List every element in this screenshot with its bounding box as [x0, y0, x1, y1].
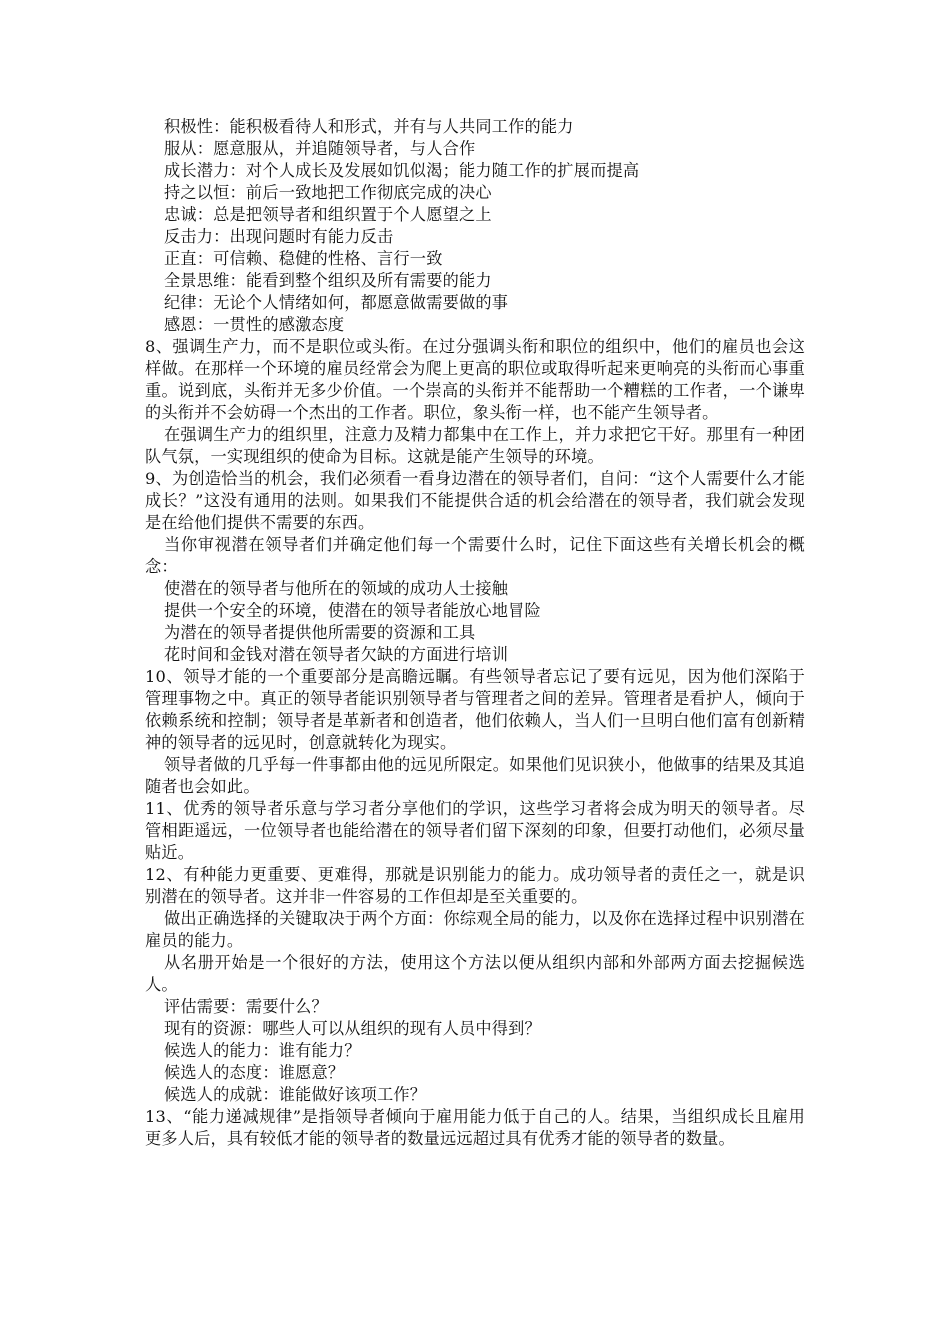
quality-item: 反击力：出现问题时有能力反击: [164, 227, 394, 246]
quality-item: 服从：愿意服从，并追随领导者，与人合作: [164, 139, 476, 158]
selection-item: 候选人的成就：谁能做好该项工作？: [164, 1085, 427, 1104]
quality-item: 积极性：能积极看待人和形式，并有与人共同工作的能力: [164, 117, 574, 136]
selection-item: 现有的资源：哪些人可以从组织的现有人员中得到？: [164, 1019, 541, 1038]
selection-item: 候选人的能力：谁有能力？: [164, 1041, 361, 1060]
section-9-paragraph: 9、为创造恰当的机会，我们必须看一看身边潜在的领导者们，自问：“这个人需要什么才能成长？”这没有通用的法则。如果我们不能提供合适的机会给潜在的领导者，我们就会发现是在给他们提供不需要的东西。: [145, 469, 805, 532]
section-9-paragraph-2: 当你审视潜在领导者们并确定他们每一个需要什么时，记住下面这些有关增长机会的概念：: [145, 535, 805, 576]
section-10-paragraph-2: 领导者做的几乎每一件事都由他的远见所限定。如果他们见识狭小，他做事的结果及其追随者也会如此。: [145, 755, 805, 796]
section-12-paragraph-3: 从名册开始是一个很好的方法，使用这个方法以便从组织内部和外部两方面去挖掘候选人。: [145, 953, 805, 994]
section-13-paragraph: 13、“能力递减规律”是指领导者倾向于雇用能力低于自己的人。结果，当组织成长且雇用更多人后，具有较低才能的领导者的数量远远超过具有优秀才能的领导者的数量。: [145, 1107, 805, 1148]
section-8-paragraph-2: 在强调生产力的组织里，注意力及精力都集中在工作上，并力求把它干好。那里有一种团队气氛，一实现组织的使命为目标。这就是能产生领导的环境。: [145, 425, 805, 466]
opportunity-item: 使潜在的领导者与他所在的领域的成功人士接触: [164, 579, 509, 598]
section-8-paragraph: 8、强调生产力，而不是职位或头衔。在过分强调头衔和职位的组织中，他们的雇员也会这样做。在那样一个环境的雇员经常会为爬上更高的职位或取得听起来更响亮的头衔而心事重重。说到底，头衔并无多少价值。一个崇高的头衔并不能帮助一个糟糕的工作者，一个谦卑的头衔并不会妨碍一个杰出的工作者。职位，象头衔一样，也不能产生领导者。: [145, 337, 805, 422]
quality-item: 纪律：无论个人情绪如何，都愿意做需要做的事: [164, 293, 509, 312]
document-body: [145, 116, 805, 1150]
section-12-paragraph: 12、有种能力更重要、更难得，那就是识别能力的能力。成功领导者的责任之一，就是识别潜在的领导者。这并非一件容易的工作但却是至关重要的。: [145, 865, 805, 906]
quality-item: 忠诚：总是把领导者和组织置于个人愿望之上: [164, 205, 492, 224]
section-10-paragraph: 10、领导才能的一个重要部分是高瞻远瞩。有些领导者忘记了要有远见，因为他们深陷于管理事物之中。真正的领导者能识别领导者与管理者之间的差异。管理者是看护人，倾向于依赖系统和控制；领导者是革新者和创造者，他们依赖人，当人们一旦明白他们富有创新精神的领导者的远见时，创意就转化为现实。: [145, 667, 805, 752]
section-11-paragraph: 11、优秀的领导者乐意与学习者分享他们的学识，这些学习者将会成为明天的领导者。尽管相距遥远，一位领导者也能给潜在的领导者们留下深刻的印象，但要打动他们，必须尽量贴近。: [145, 799, 805, 862]
section-12-paragraph-2: 做出正确选择的关键取决于两个方面：你综观全局的能力，以及你在选择过程中识别潜在雇员的能力。: [145, 909, 805, 950]
selection-item: 评估需要：需要什么？: [164, 997, 328, 1016]
opportunity-item: 花时间和金钱对潜在领导者欠缺的方面进行培训: [164, 645, 509, 664]
opportunity-item: 提供一个安全的环境，使潜在的领导者能放心地冒险: [164, 601, 541, 620]
quality-item: 全景思维：能看到整个组织及所有需要的能力: [164, 271, 492, 290]
quality-item: 成长潜力：对个人成长及发展如饥似渴；能力随工作的扩展而提高: [164, 161, 640, 180]
quality-item: 正直：可信赖、稳健的性格、言行一致: [164, 249, 443, 268]
opportunity-item: 为潜在的领导者提供他所需要的资源和工具: [164, 623, 476, 642]
quality-item: 持之以恒：前后一致地把工作彻底完成的决心: [164, 183, 492, 202]
quality-item: 感恩：一贯性的感激态度: [164, 315, 345, 334]
selection-item: 候选人的态度：谁愿意？: [164, 1063, 345, 1082]
